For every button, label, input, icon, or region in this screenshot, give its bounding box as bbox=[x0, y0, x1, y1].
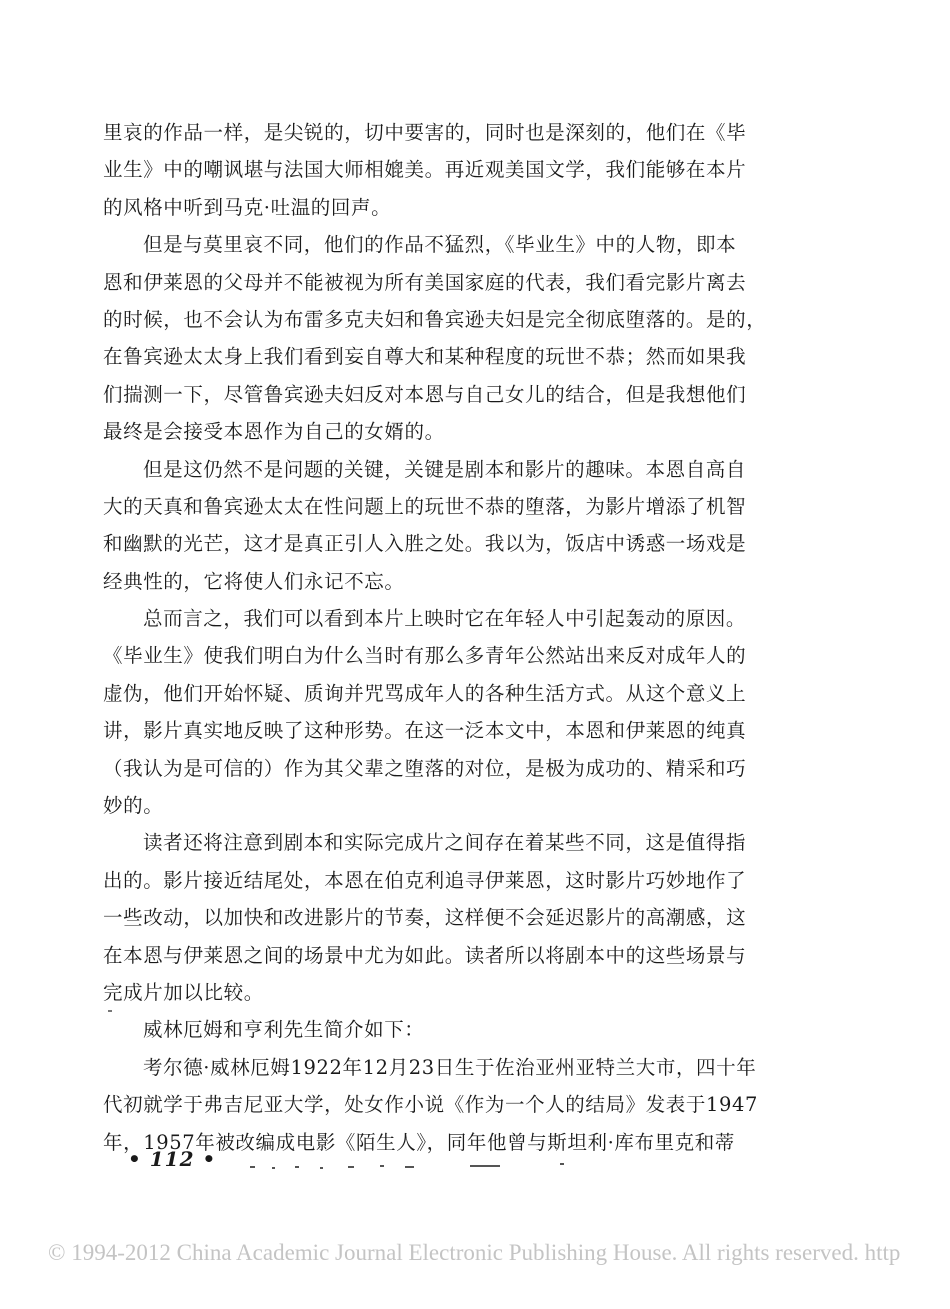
text-line: 威林厄姆和亨利先生简介如下： bbox=[143, 1018, 425, 1042]
text-line: 们揣测一下，尽管鲁宾逊夫妇反对本恩与自己女儿的结合，但是我想他们 bbox=[103, 382, 747, 406]
text-line: 的时候，也不会认为布雷多克夫妇和鲁宾逊夫妇是完全彻底堕落的。是的， bbox=[103, 307, 767, 331]
text-line: 的风格中听到马克·吐温的回声。 bbox=[103, 195, 392, 219]
stray-scan-mark bbox=[108, 1010, 112, 1012]
text-line: 考尔德·威林厄姆1922年12月23日生于佐治亚州亚特兰大市，四十年 bbox=[143, 1055, 757, 1079]
text-line: 业生》中的嘲讽堪与法国大师相媲美。再近观美国文学，我们能够在本片 bbox=[103, 158, 747, 182]
text-line: 代初就学于弗吉尼亚大学，处女作小说《作为一个人的结局》发表于1947 bbox=[103, 1093, 759, 1117]
text-line: 完成片加以比较。 bbox=[103, 980, 264, 1004]
text-line: 但是与莫里哀不同，他们的作品不猛烈，《毕业生》中的人物，即本 bbox=[143, 233, 737, 257]
text-line: 恩和伊莱恩的父母并不能被视为所有美国家庭的代表，我们看完影片离去 bbox=[103, 270, 747, 294]
copyright-notice: © 1994-2012 China Academic Journal Electronic Publishing House. All rights reserved. http bbox=[48, 1240, 901, 1265]
body-text bbox=[103, 114, 767, 1161]
text-line: 讲，影片真实地反映了这种形势。在这一泛本文中，本恩和伊莱恩的纯真 bbox=[103, 719, 747, 743]
text-line: （我认为是可信的）作为其父辈之堕落的对位，是极为成功的、精采和巧 bbox=[103, 756, 747, 780]
text-line: 在本恩与伊莱恩之间的场景中尤为如此。读者所以将剧本中的这些场景与 bbox=[103, 943, 747, 967]
text-line: 妙的。 bbox=[103, 794, 164, 818]
text-line: 读者还将注意到剧本和实际完成片之间存在着某些不同，这是值得指 bbox=[143, 831, 747, 855]
text-line: 和幽默的光芒，这才是真正引人入胜之处。我以为，饭店中诱惑一场戏是 bbox=[103, 532, 747, 556]
text-line: 但是这仍然不是问题的关键，关键是剧本和影片的趣味。本恩自高自 bbox=[143, 457, 747, 481]
page-number: • 112 • bbox=[128, 1147, 217, 1171]
text-line: 总而言之，我们可以看到本片上映时它在年轻人中引起轰动的原因。 bbox=[143, 607, 747, 631]
text-line: 年，1957年被改编成电影《陌生人》，同年他曾与斯坦利·库布里克和蒂 bbox=[103, 1130, 735, 1154]
text-line: 一些改动，以加快和改进影片的节奏，这样便不会延迟影片的高潮感，这 bbox=[103, 906, 747, 930]
text-line: 最终是会接受本恩作为自己的女婿的。 bbox=[103, 420, 445, 444]
text-line: 经典性的，它将使人们永记不忘。 bbox=[103, 569, 405, 593]
text-line: 大的天真和鲁宾逊太太在性问题上的玩世不恭的堕落，为影片增添了机智 bbox=[103, 494, 747, 518]
text-line: 出的。影片接近结尾处，本恩在伯克利追寻伊莱恩，这时影片巧妙地作了 bbox=[103, 868, 747, 892]
text-line: 《毕业生》使我们明白为什么当时有那么多青年公然站出来反对成年人的 bbox=[103, 644, 747, 668]
text-line: 里哀的作品一样，是尖锐的，切中要害的，同时也是深刻的，他们在《毕 bbox=[103, 121, 747, 144]
scan-specks bbox=[250, 1163, 580, 1171]
text-line: 虚伪，他们开始怀疑、质询并咒骂成年人的各种生活方式。从这个意义上 bbox=[103, 681, 747, 705]
text-line: 在鲁宾逊太太身上我们看到妄自尊大和某种程度的玩世不恭；然而如果我 bbox=[103, 345, 747, 369]
